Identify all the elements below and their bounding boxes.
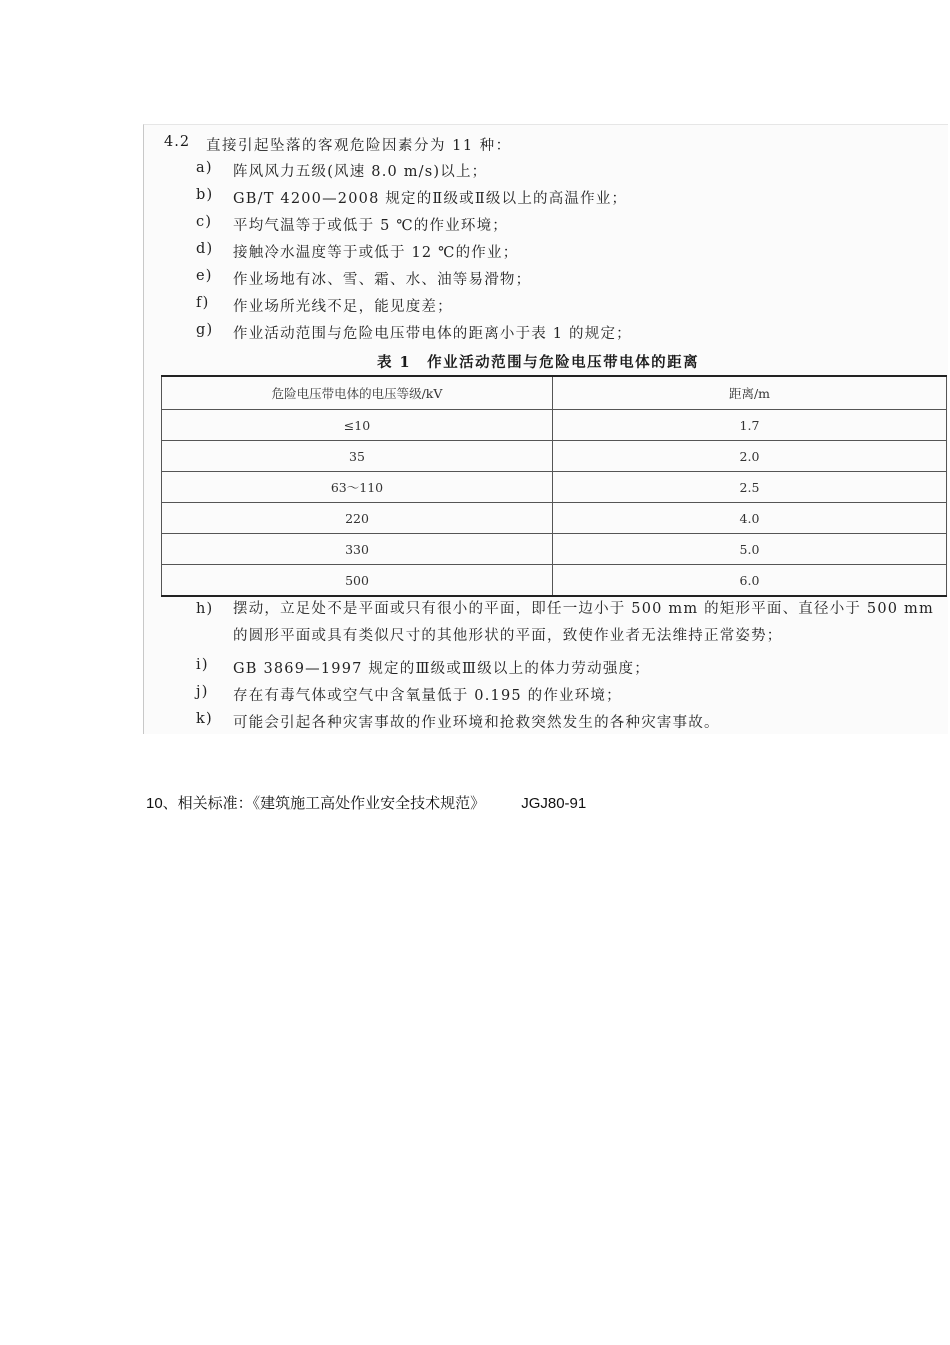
item-marker: a) xyxy=(196,160,213,176)
distance-cell: 1.7 xyxy=(553,410,947,441)
item-text: GB/T 4200—2008 规定的Ⅱ级或Ⅱ级以上的高温作业； xyxy=(233,191,628,207)
distance-cell: 2.0 xyxy=(553,441,947,472)
table-row xyxy=(162,565,947,597)
section-title: 直接引起坠落的客观危险因素分为 11 种： xyxy=(206,138,512,154)
item-text: 平均气温等于或低于 5 ℃的作业环境； xyxy=(233,218,508,234)
table-row xyxy=(162,441,947,472)
table-row xyxy=(162,503,947,534)
item-marker: c) xyxy=(196,214,213,230)
table-row xyxy=(162,410,947,441)
item-marker: b) xyxy=(196,187,214,203)
item-marker: j) xyxy=(196,684,209,700)
voltage-cell: 220 xyxy=(162,503,553,534)
item-marker: h) xyxy=(196,601,214,617)
distance-cell: 5.0 xyxy=(553,534,947,565)
distance-cell: 4.0 xyxy=(553,503,947,534)
scanned-standard-excerpt xyxy=(143,124,948,734)
item-marker: g) xyxy=(196,322,214,338)
voltage-cell: 500 xyxy=(162,565,553,597)
standard-code: JGJ80-91 xyxy=(521,795,587,812)
item-text: 作业场所光线不足，能见度差； xyxy=(233,299,453,315)
distance-cell: 2.5 xyxy=(553,472,947,503)
item-text: 作业场地有冰、雪、霜、水、油等易滑物； xyxy=(233,272,532,288)
item-text: 阵风风力五级(风速 8.0 m/s)以上； xyxy=(233,164,488,180)
item-text: 可能会引起各种灾害事故的作业环境和抢救突然发生的各种灾害事故。 xyxy=(233,715,720,731)
item-marker: e) xyxy=(196,268,213,284)
table-header-row xyxy=(162,376,947,410)
voltage-cell: ≤10 xyxy=(162,410,553,441)
related-standard-text: 10、相关标准：《建筑施工高处作业安全技术规范》 xyxy=(146,795,486,812)
table-row xyxy=(162,534,947,565)
table-caption: 表 1 作业活动范围与危险电压带电体的距离 xyxy=(377,354,700,371)
table-row xyxy=(162,472,947,503)
related-standard-line xyxy=(146,792,586,813)
item-marker: k) xyxy=(196,711,213,727)
distance-cell: 6.0 xyxy=(553,565,947,597)
column-header-distance: 距离/m xyxy=(553,376,947,410)
item-marker: d) xyxy=(196,241,214,257)
item-text: GB 3869—1997 规定的Ⅲ级或Ⅲ级以上的体力劳动强度； xyxy=(233,661,650,677)
column-header-voltage: 危险电压带电体的电压等级/kV xyxy=(162,376,553,410)
distance-table xyxy=(161,375,947,597)
item-marker: i) xyxy=(196,657,209,673)
voltage-cell: 63～110 xyxy=(162,472,553,503)
item-marker: f) xyxy=(196,295,210,311)
item-text: 存在有毒气体或空气中含氧量低于 0.195 的作业环境； xyxy=(233,688,622,704)
item-text: 接触冷水温度等于或低于 12 ℃的作业； xyxy=(233,245,519,261)
item-text: 摆动，立足处不是平面或只有很小的平面，即任一边小于 500 mm 的矩形平面、直径小于 500 mm的圆形平面或具有类似尺寸的其他形状的平面，致使作业者无法维持正常姿势； xyxy=(233,601,934,644)
section-number: 4.2 xyxy=(164,134,191,150)
item-text: 作业活动范围与危险电压带电体的距离小于表 1 的规定； xyxy=(233,326,632,342)
voltage-cell: 330 xyxy=(162,534,553,565)
voltage-cell: 35 xyxy=(162,441,553,472)
